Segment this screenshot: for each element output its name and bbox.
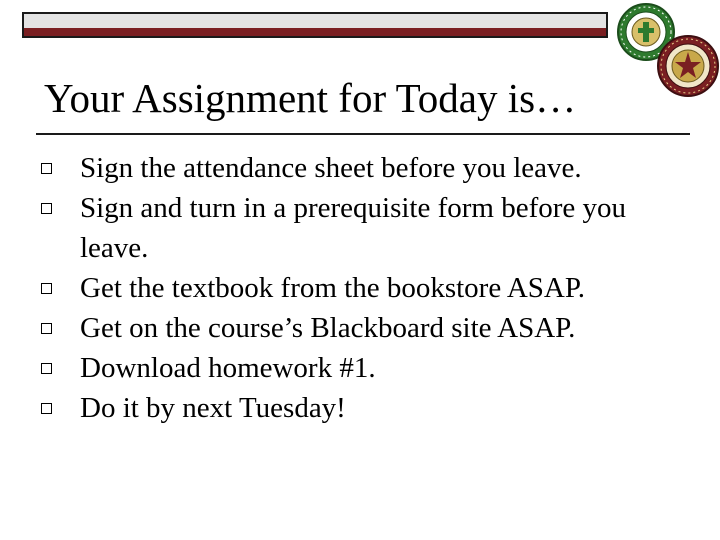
slide-title: Your Assignment for Today is… — [44, 75, 577, 121]
bullet-text: Sign and turn in a prerequisite form before you leave. — [80, 192, 627, 264]
bullet-list — [40, 148, 650, 428]
square-bullet-icon — [41, 203, 52, 214]
list-item — [40, 148, 650, 188]
square-bullet-icon — [41, 363, 52, 374]
bullet-text: Get the textbook from the bookstore ASAP. — [80, 272, 586, 304]
title-divider — [36, 133, 690, 135]
square-bullet-icon — [41, 323, 52, 334]
square-bullet-icon — [41, 163, 52, 174]
square-bullet-icon — [41, 283, 52, 294]
university-seal-icon — [656, 34, 720, 98]
header-decoration-bar — [22, 12, 608, 38]
bullet-text: Get on the course’s Blackboard site ASAP. — [80, 312, 576, 344]
bullet-text: Sign the attendance sheet before you leave. — [80, 152, 582, 184]
square-bullet-icon — [41, 403, 52, 414]
list-item — [40, 188, 650, 268]
bullet-text: Do it by next Tuesday! — [80, 392, 346, 424]
list-item — [40, 308, 650, 348]
list-item — [40, 268, 650, 308]
list-item — [40, 348, 650, 388]
bullet-text: Download homework #1. — [80, 352, 376, 384]
list-item — [40, 388, 650, 428]
